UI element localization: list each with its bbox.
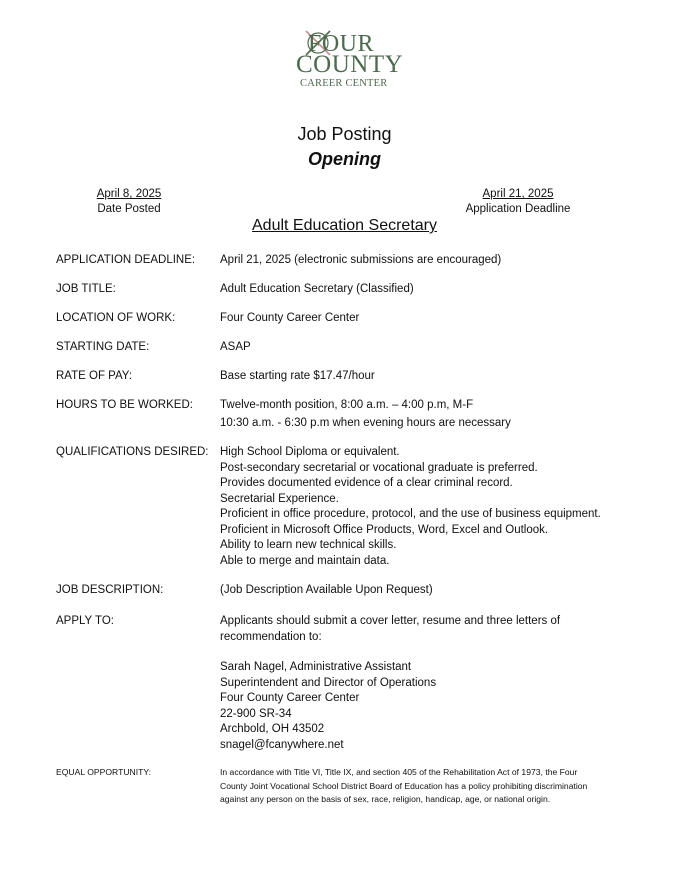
logo-line-four: FOUR — [308, 31, 375, 57]
qualification-item: Able to merge and maintain data. — [220, 554, 390, 567]
row-value: April 21, 2025 (electronic submissions are encouraged) — [220, 254, 502, 266]
row-label: APPLICATION DEADLINE: — [56, 254, 196, 266]
address-line: 22-900 SR-34 — [220, 707, 292, 720]
address-line: Superintendent and Director of Operations — [220, 676, 437, 689]
qualification-item: Provides documented evidence of a clear criminal record. — [220, 477, 513, 489]
qualification-item: Post-secondary secretarial or vocational graduate is preferred. — [220, 461, 538, 474]
row-value: (Job Description Available Upon Request) — [220, 584, 433, 596]
position-title — [0, 217, 689, 235]
deadline-block — [458, 187, 578, 217]
logo-line-career-center: CAREER CENTER — [300, 78, 388, 89]
row-label: STARTING DATE: — [56, 341, 150, 353]
address-line: Sarah Nagel, Administrative Assistant — [220, 661, 412, 673]
four-county-logo — [290, 26, 404, 96]
address-line: Four County Career Center — [220, 692, 360, 704]
row-label: RATE OF PAY: — [56, 370, 133, 382]
row-label: EQUAL OPPORTUNITY: — [56, 767, 152, 777]
qualification-item: Proficient in Microsoft Office Products, Word, Excel and Outlook. — [220, 523, 549, 536]
qualifications-list — [220, 445, 630, 569]
row-value: Adult Education Secretary (Classified) — [220, 283, 414, 295]
position-title-text: Adult Education Secretary — [252, 217, 437, 234]
qualification-item: Secretarial Experience. — [220, 492, 339, 505]
row-label: QUALIFICATIONS DESIRED: — [56, 446, 209, 458]
row-value: Four County Career Center — [220, 312, 360, 324]
apply-intro-line: recommendation to: — [220, 630, 322, 643]
apply-details — [220, 614, 630, 753]
date-posted-block — [88, 187, 170, 217]
logo-line-county: COUNTY — [296, 51, 404, 78]
date-posted-value: April 8, 2025 — [96, 188, 162, 200]
equal-opportunity-statement — [220, 766, 630, 807]
qualification-item: Proficient in office procedure, protocol, and the use of business equipment. — [220, 508, 601, 520]
date-posted-label: Date Posted — [97, 203, 161, 215]
page-title: Job Posting — [297, 124, 392, 144]
hours-line: 10:30 a.m. - 6:30 p.m when evening hours are necessary — [220, 416, 511, 429]
qualification-item: High School Diploma or equivalent. — [220, 446, 400, 458]
address-line: Archbold, OH 43502 — [220, 723, 325, 735]
row-value: ASAP — [220, 341, 251, 353]
row-label: HOURS TO BE WORKED: — [56, 399, 193, 411]
statement-line: County Joint Vocational School District Board of Education has a policy prohibiting discrimination — [220, 780, 588, 791]
page-subtitle: Opening — [308, 149, 381, 169]
qualification-item: Ability to learn new technical skills. — [220, 539, 397, 551]
hours-line: Twelve-month position, 8:00 a.m. – 4:00 p.m, M-F — [220, 399, 474, 411]
deadline-label: Application Deadline — [465, 203, 571, 215]
apply-intro-line: Applicants should submit a cover letter, resume and three letters of — [220, 615, 561, 627]
row-label: APPLY TO: — [56, 615, 114, 627]
row-label: LOCATION OF WORK: — [56, 312, 176, 324]
statement-line: In accordance with Title VI, Title IX, and section 405 of the Rehabilitation Act of 1973, the Four — [220, 767, 578, 777]
deadline-value: April 21, 2025 — [482, 188, 554, 200]
row-value — [220, 398, 630, 431]
row-value: Base starting rate $17.47/hour — [220, 370, 375, 382]
row-label: JOB TITLE: — [56, 283, 116, 295]
email-link[interactable]: snagel@fcanywhere.net — [220, 738, 344, 751]
row-label: JOB DESCRIPTION: — [56, 584, 164, 596]
statement-line: against any person on the basis of sex, race, religion, handicap, age, or national origin. — [220, 794, 551, 804]
